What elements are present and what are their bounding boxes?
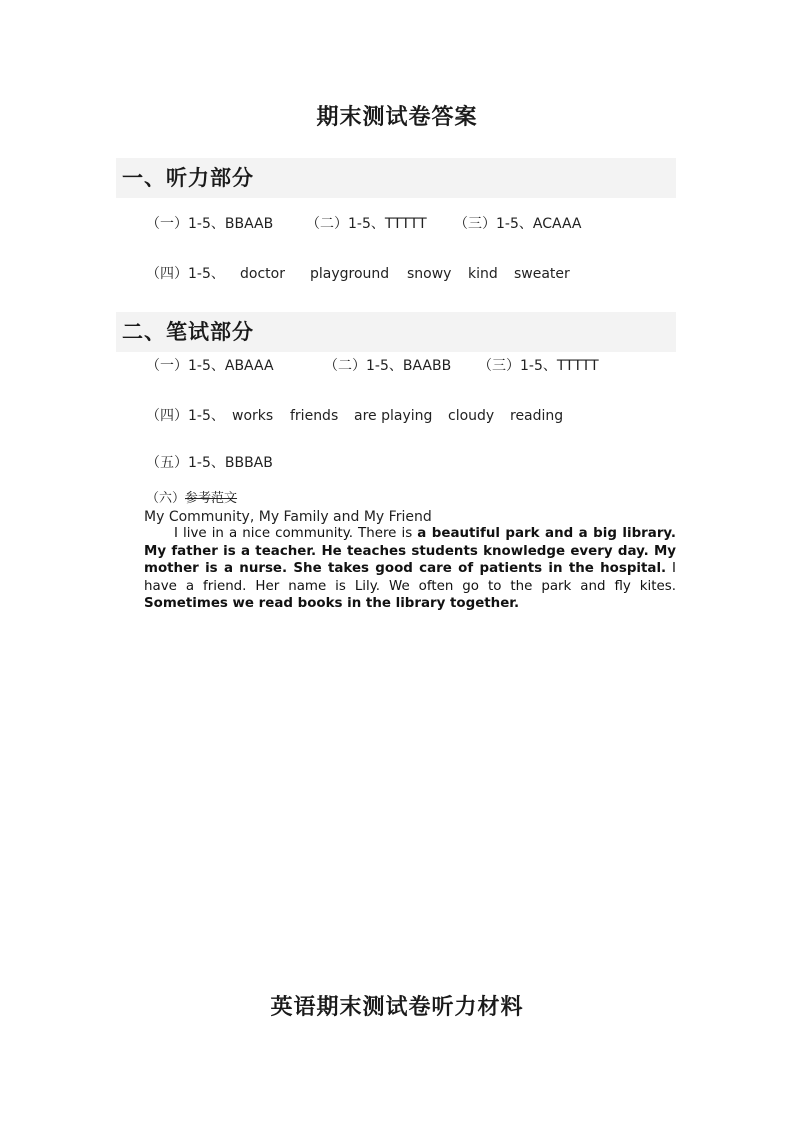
writing-word-1: works — [232, 408, 274, 424]
listening-answers-line-1 — [146, 214, 581, 234]
section-heading-writing: 二、笔试部分 — [122, 319, 254, 344]
writing-part-4-prefix: （四）1-5、 — [146, 408, 225, 424]
listening-part-4-prefix: （四）1-5、 — [146, 266, 225, 282]
listening-answers-line-2 — [146, 264, 570, 284]
writing-answers-line-2 — [146, 406, 563, 426]
section-heading-listening: 一、听力部分 — [122, 165, 254, 190]
listening-word-1: doctor — [240, 266, 285, 282]
writing-answers-line-3: （五）1-5、BBBAB — [146, 455, 273, 471]
essay-label — [146, 490, 237, 508]
essay-text-1: I live in a nice community. There is — [174, 526, 418, 541]
listening-word-3: snowy — [407, 266, 452, 282]
essay-text-2: a beautiful park and a big library. My father is a teacher. He teaches students knowledge every day. My mother is a nurse. She takes good care of patients in the hospital. — [144, 526, 677, 576]
writing-word-2: friends — [290, 408, 339, 424]
writing-part-1: （一）1-5、ABAAA — [146, 358, 274, 374]
listening-word-2: playground — [310, 266, 390, 282]
essay-label-prefix: （六） — [146, 491, 186, 506]
essay-label-struck: 参考范文 — [185, 491, 238, 506]
essay-text-4: Sometimes we read books in the library together. — [144, 596, 520, 611]
writing-part-2: （二）1-5、BAABB — [324, 358, 452, 374]
writing-word-4: cloudy — [448, 408, 495, 424]
listening-word-5: sweater — [514, 266, 570, 282]
writing-part-3: （三）1-5、TTTTT — [478, 358, 599, 374]
listening-part-3: （三）1-5、ACAAA — [454, 216, 582, 232]
essay-title: My Community, My Family and My Friend — [144, 509, 432, 525]
listening-part-2: （二）1-5、TTTTT — [306, 216, 427, 232]
writing-word-3: are playing — [354, 408, 433, 424]
document-title: 期末测试卷答案 — [316, 104, 478, 130]
essay-text-3: I have a friend. Her name is Lily. We often go to the park and fly kites. — [144, 561, 676, 594]
listening-part-1: （一）1-5、BBAAB — [146, 216, 274, 232]
writing-answers-line-1 — [146, 356, 599, 376]
essay-body — [144, 525, 676, 613]
listening-material-title: 英语期末测试卷听力材料 — [270, 994, 524, 1020]
listening-word-4: kind — [468, 266, 498, 282]
writing-word-5: reading — [510, 408, 564, 424]
